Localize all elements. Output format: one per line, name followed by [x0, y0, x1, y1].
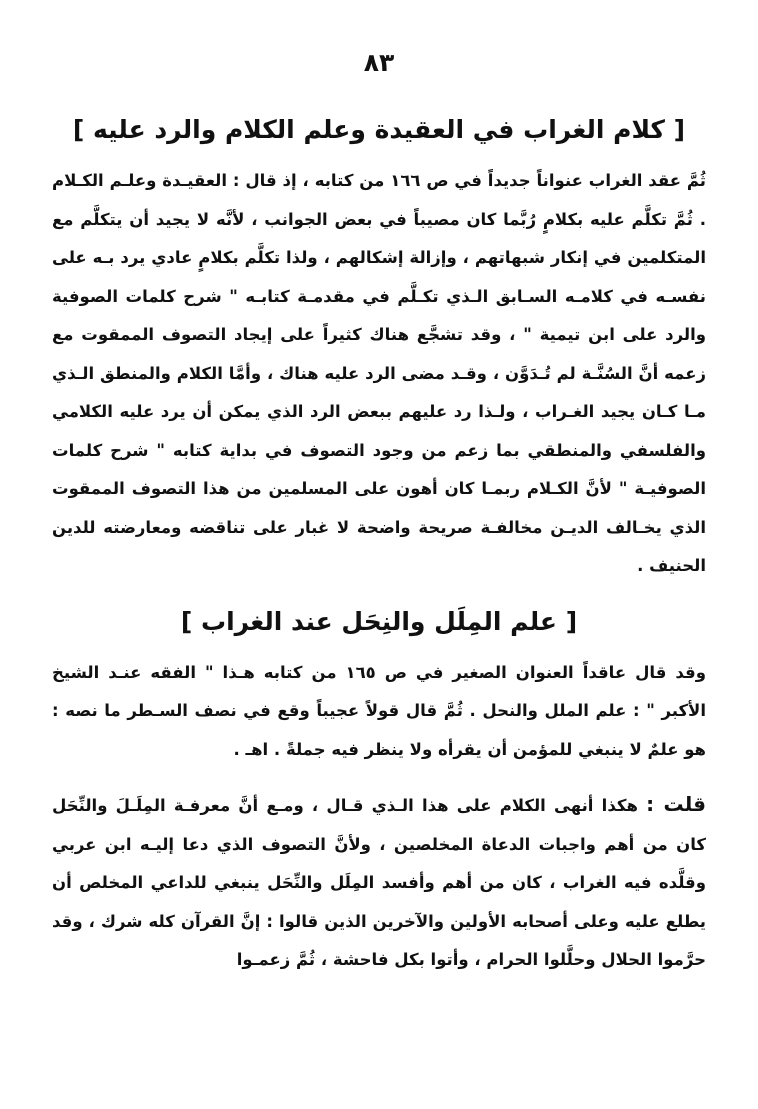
page-number: ٨٣ [363, 48, 395, 77]
section-heading-kalam: [ كلام الغراب في العقيدة وعلم الكلام والرد عليه ] [72, 115, 686, 144]
paragraph-kalam [52, 162, 706, 586]
paragraph-text: ثُمَّ عقد الغراب عنواناً جديداً في ص ١٦٦ من كتابه ، إذ قال : العقيـدة وعلـم الكـلام . ثُمَّ تكلَّم عليه بكلامٍ رُبَّما كان مصيباً في بعض الجوانب ، لأنَّه لا يجيد أن يتكلَّم مع المتكلمين في إنكار شبهاتهم ، وإزالة إشكالهم ، ولذا تكلَّم بكلامٍ عادي يرد بـه على نفسـه في كلامـه السـابق الـذي تكـلَّم في مقدمـة كتابـه " شرح كلمات الصوفية والرد على ابن تيمية " ، وقد تشجَّع هناك كثيراً على إيجاد التصوف الممقوت مع زعمه أنَّ السُنَّـة لم تُـدَوَّن ، وقـد مضى الرد عليه هناك ، وأمَّا الكلام والمنطق الـذي مـا كـان يجيد الغـراب ، ولـذا رد عليهم ببعض الرد الذي يمكن أن يرد عليه الكلامي والفلسفي والمنطقي بما زعم من وجود التصوف في بداية كتابه " شرح كلمات الصوفيـة " لأنَّ الكـلام ربمـا كان أهون على المسلمين من هذا التصوف الممقوت الذي يخـالف الديـن مخالفـة صريحة واضحة لا غبار على تناقضه ومعارضته للدين الحنيف . [52, 171, 706, 575]
paragraph-qult [52, 785, 706, 980]
paragraph-milal [52, 654, 706, 770]
section-heading-milal: [ علم المِلَل والنِحَل عند الغراب ] [180, 606, 578, 636]
qult-lead: قلت : [646, 792, 706, 816]
paragraph-text: هكذا أنهى الكلام على هذا الـذي قـال ، ومـع أنَّ معرفـة المِلَـلَ والنِّحَل كان من أهم واجبات الدعاة المخلصين ، ولأنَّ التصوف الذي دعا إليـه ابن عربي وقلَّده فيه الغراب ، كان من أهم وأفسد المِلَل والنِّحَل ينبغي للداعي المخلص أن يطلع عليه وعلى أصحابه الأولين والآخرين الذين قالوا : إنَّ القرآن كله شرك ، وقد حرَّموا الحلال وحلَّلوا الحرام ، وأتوا بكل فاحشة ، ثُمَّ زعمـوا [52, 796, 706, 969]
book-page [52, 46, 706, 980]
paragraph-text: وقد قال عاقداً العنوان الصغير في ص ١٦٥ من كتابه هـذا " الفقه عنـد الشيخ الأكبر " : علم الملل والنحل . ثُمَّ قال قولاً عجيباً وقع في نصف السـطر ما نصه : هو علمٌ لا ينبغي للمؤمن أن يقرأه ولا ينظر فيه جملةً . اهـ . [52, 662, 706, 759]
